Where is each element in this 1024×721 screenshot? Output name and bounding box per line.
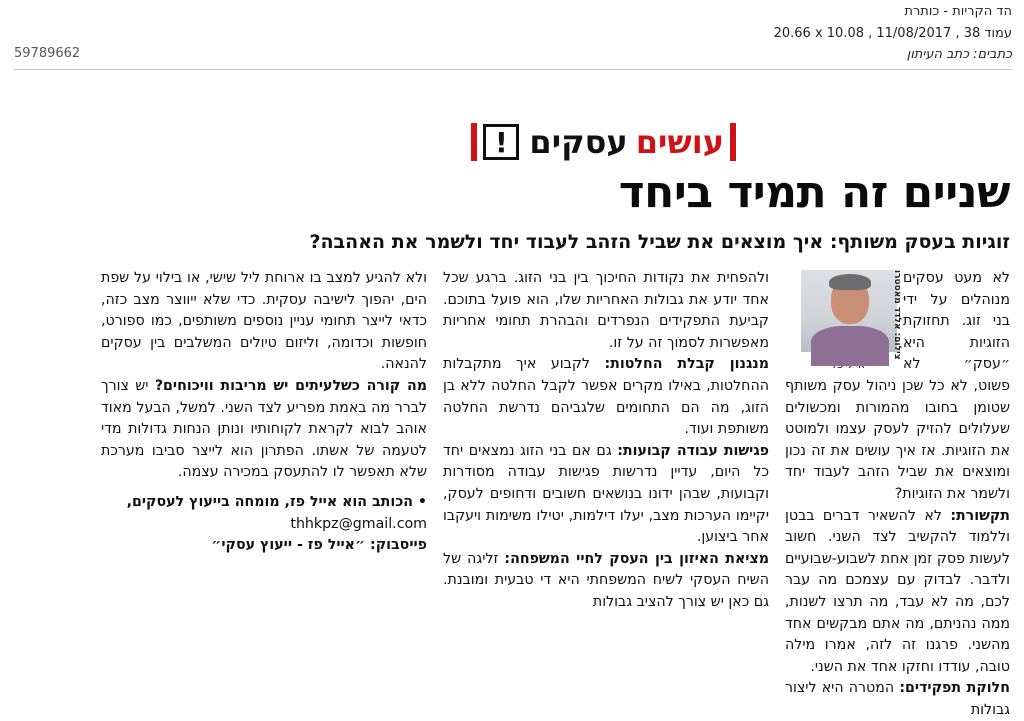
paragraph [785, 506, 1010, 679]
writers-line: כתבים: כתב העיתון [906, 47, 1012, 62]
clip-id: 59789662 [14, 46, 81, 61]
paragraph-text: לקבוע איך מתקבלות ההחלטות, באילו מקרים אפשר לקבל החלטה ללא בן הזוג, מה הם התחומים שלגביהם נדרשת החלטה משותפת ועוד. [443, 356, 769, 438]
paragraph [443, 354, 769, 440]
paragraph: לא מעט עסקים מנוהלים על ידי בני זוג. תחזוקת הזוגיות היא ״עסק״ לא פשוט, לא כל שכן ניהול עסק משותף שטומן בחובו מהמורות ומכשולים שעלולים להזיק לעסק עצמו ולמוטט את הזוגיות. אז איך עושים את זה נכון ומוצאים את שביל הזהב לעבוד יחד ולשמר את הזוגיות? [785, 270, 1010, 502]
paragraph-text: גם אם בני הזוג נמצאים יחד כל היום, עדיין נדרשות פגישות עבודה מסודרות וקבועות, שבהן ידונו בנושאים חשובים ודחופים לעסק, יקיימו הערכות מצב, יעלו דילמות, יטילו משימות ויעקבו אחר ביצוען. [443, 442, 769, 546]
paragraph-lead: מציאת האיזון בין העסק לחיי המשפחה: [504, 550, 769, 567]
kicker-bar-right [730, 123, 736, 161]
kicker-bar-left [471, 123, 477, 161]
paragraph-text: יש צורך לברר מה באמת מפריע לצד השני. למשל, הבעל מאוד אוהב לבוא לקראת לקוחותיו ונותן הנחות גדולות מדי לטעמה של אשתו. הפתרון הוא לייצר סביבו מערכת שלא תאפשר לו להתעסק במכירה עצמה. [101, 377, 427, 481]
paragraph: ולהפחית את נקודות החיכוך בין בני הזוג. ברגע שכל אחד יודע את גבולות האחריות שלו, הוא פועל בתוכם. קביעת התפקידים הנפרדים והבהרת תחומי אחריות מאפשרות לסמוך זה על זו. [443, 270, 769, 351]
paragraph-lead: חלוקת תפקידים: [899, 680, 1010, 697]
paragraph: ולא להגיע למצב בו ארוחת ליל שישי, או בילוי על שפת הים, יהפוך לישיבה עסקית. כדי שלא ייווצר מצב כזה, כדאי לייצר תחומי עניין נוספים משותפים, כמו ספורט, חופשות וכדומה, וליזום טיולים המשלבים בין עסקים להנאה. [101, 270, 427, 373]
paragraph [785, 678, 1010, 721]
kicker-word-2: עסקים [529, 123, 628, 161]
paragraph-text: זליגה של השיח העסקי לשיח המשפחתי היא די טבעית ומובנת. גם כאן יש צורך להציב גבולות [443, 550, 769, 610]
publication-line: הד הקריות - כותרת [904, 4, 1012, 19]
photo-credit: צילום: אלדד מאסטרו [892, 270, 902, 360]
paragraph-text: לא להשאיר דברים בבטן וללמוד להקשיב לצד השני. חשוב לעשות פסק זמן אחת לשבוע-שבועיים ולדבר. לבדוק עם עצמכם מה עבר לכם, מה לא עבד, מה תרצו לשנות, ממה נהניתם, מה אתם מבקשים אחד מהשני. פרגנו זה לזה, אמרו מילה טובה, עודדו וחזקו אחד את השני. [785, 507, 1010, 675]
headline: שניים זה תמיד ביחד [618, 167, 1010, 218]
author-signoff [101, 492, 427, 557]
paragraph [443, 441, 769, 549]
article-column-1 [785, 268, 1010, 718]
paragraph-text: המטרה היא ליצור גבולות [785, 680, 1010, 718]
paragraph [101, 376, 427, 484]
author-photo [801, 270, 897, 352]
section-kicker [471, 122, 736, 162]
signoff-line-1: • הכותב הוא אייל פז, מומחה בייעוץ לעסקים, [126, 493, 427, 510]
signoff-facebook: פייסבוק: ״אייל פז - ייעוץ עסקי״ [211, 537, 427, 554]
author-photo-block [785, 270, 902, 370]
exclamation-icon: ! [483, 124, 519, 160]
page-date-size-line: 20.66 x 10.08 , 11/08/2017 , 38 עמוד [773, 26, 1012, 41]
article-column-3 [101, 268, 427, 613]
paragraph [443, 549, 769, 614]
paragraph-lead: פגישות עבודה קבועות: [617, 442, 769, 459]
header-divider [14, 69, 1012, 70]
paragraph-lead: תקשורת: [950, 507, 1010, 524]
kicker-word-1: עושים [635, 123, 724, 161]
paragraph-lead: מנגנון קבלת החלטות: [604, 356, 769, 373]
paragraph-lead: מה קורה כשלעיתים יש מריבות וויכוחים? [154, 377, 427, 394]
author-email: thhkpz@gmail.com [290, 515, 427, 532]
article-column-2 [443, 268, 769, 613]
subheadline: זוגיות בעסק משותף: איך מוצאים את שביל הזהב לעבוד יחד ולשמר את האהבה? [309, 231, 1010, 253]
